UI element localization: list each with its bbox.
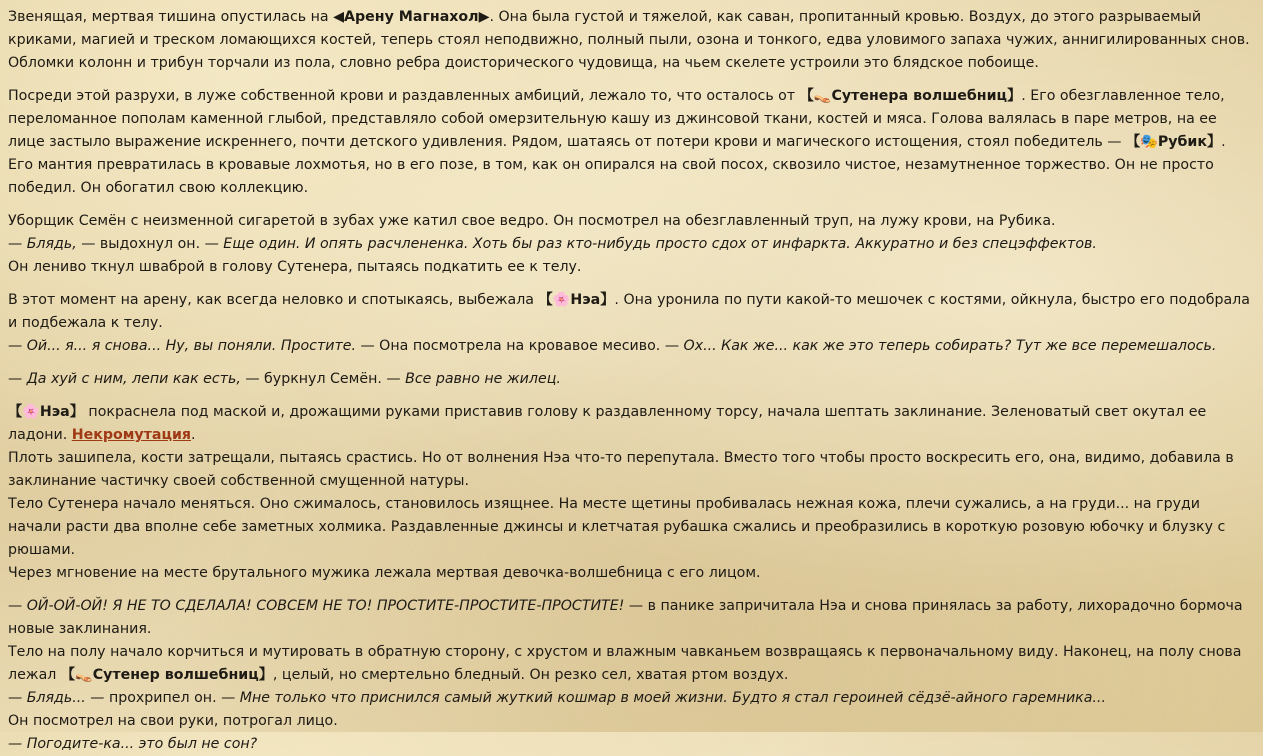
dialogue-line	[8, 733, 1255, 756]
text-span: . Она была густой и тяжелой, как саван, пропитанный кровью. Воздух, до этого разрываемый криками, магией и треском ломающихся костей, теперь стоял неподвижно, полный пыли, озона и тонкого, едва уловимого запаха чужих, аннигилированных снов. Обломки колонн и трибун торчали из пола, словно ребра доисторического чудовища, на чьем скелете устроили это блядское побоище.	[8, 9, 1250, 71]
arena-name: ◀Арену Магнахол▶	[333, 9, 490, 25]
dialogue-line	[8, 335, 1255, 358]
speech: — Еще один. И опять расчлененка. Хоть бы раз кто-нибудь просто сдох от инфаркта. Аккуратно и без спецэффектов.	[204, 236, 1097, 252]
paragraph-3	[8, 210, 1255, 279]
paragraph-5	[8, 368, 1255, 391]
paragraph-6	[8, 401, 1255, 585]
text-span: — в панике запричитала Нэа и снова принялась за работу, лихорадочно бормоча новые заклинания.	[8, 598, 1243, 637]
narration-line	[8, 401, 1255, 447]
narration-line	[8, 641, 1255, 687]
text-span: Тело на полу начало корчиться и мутировать в обратную сторону, с хрустом и влажным чавканьем возвращаясь к первоначальному виду. Наконец, на полу снова лежал	[8, 644, 1242, 683]
text-span: выдохнул он.	[95, 236, 205, 252]
speech: — Блядь, —	[8, 236, 96, 252]
speech: — Все равно не жилец.	[386, 371, 561, 387]
spell-link-necromutation[interactable]: Некромутация	[71, 427, 192, 443]
paragraph-2	[8, 85, 1255, 200]
text-span: Звенящая, мертвая тишина опустилась на	[8, 9, 334, 25]
speech: — Блядь... —	[8, 690, 105, 706]
speech: — Погодите-ка... это был не сон?	[8, 736, 258, 752]
text-span: покраснела под маской и, дрожащими руками приставив голову к раздавленному торсу, начала шептать заклинание. Зеленоватый свет окутал ее ладони.	[8, 404, 1207, 443]
paragraph-1	[8, 6, 1255, 75]
character-tag-nea: 【🌸Нэа】	[538, 292, 615, 308]
narration-line: Уборщик Семён с неизменной сигаретой в зубах уже катил свое ведро. Он посмотрел на обезглавленный труп, на лужу крови, на Рубика.	[8, 213, 1056, 229]
narration-line: Плоть зашипела, кости затрещали, пытаясь срастись. Но от волнения Нэа что-то перепутала. Вместо того чтобы просто воскресить его, она, видимо, добавила в заклинание частичку своей собственной смущенной натуры.	[8, 450, 1234, 489]
speech: — Мне только что приснился самый жуткий кошмар в моей жизни. Будто я стал героиней сёдзё-айного гаремника...	[221, 690, 1106, 706]
dialogue-line	[8, 687, 1255, 710]
text-span: , целый, но смертельно бледный. Он резко сел, хватая ртом воздух.	[272, 667, 789, 683]
speech: — ОЙ-ОЙ-ОЙ! Я НЕ ТО СДЕЛАЛА! СОВСЕМ НЕ ТО! ПРОСТИТЕ-ПРОСТИТЕ-ПРОСТИТЕ!	[8, 598, 625, 614]
text-span: Посреди этой разрухи, в луже собственной крови и раздавленных амбиций, лежало то, что осталось от	[8, 88, 800, 104]
character-tag-nea: 【🌸Нэа】	[8, 404, 84, 420]
narration-line	[8, 289, 1255, 335]
paragraph-4	[8, 289, 1255, 358]
text-span: В этот момент на арену, как всегда неловко и спотыкаясь, выбежала	[8, 292, 539, 308]
speech: — Да хуй с ним, лепи как есть, —	[8, 371, 260, 387]
dialogue-line	[8, 233, 1255, 256]
text-span: .	[191, 427, 196, 443]
narration-line: Тело Сутенера начало меняться. Оно сжималось, становилось изящнее. На месте щетины пробивалась нежная кожа, плечи сужались, а на груди... на груди начали расти два вполне себе заметных холмика. Раздавленные джинсы и клетчатая рубашка сжались и преобразились в короткую розовую юбочку и блузку с рюшами.	[8, 496, 1226, 558]
text-span: . Его мантия превратилась в кровавые лохмотья, но в его позе, в том, как он опирался на свой посох, сквозило чистое, незамутненное торжество. Он не просто победил. Он обогатил свою коллекцию.	[8, 134, 1226, 196]
narration-line: Он лениво ткнул шваброй в голову Сутенера, пытаясь подкатить ее к телу.	[8, 259, 582, 275]
narration-line: Через мгновение на месте брутального мужика лежала мертвая девочка-волшебница с его лицом.	[8, 565, 761, 581]
speech: — Ой... я... я снова... Ну, вы поняли. Простите. —	[8, 338, 375, 354]
dialogue-line	[8, 595, 1255, 641]
character-tag-pimp: 【👡Сутенер волшебниц】	[60, 667, 273, 683]
text-span: буркнул Семён.	[259, 371, 387, 387]
character-tag-pimp: 【👡Сутенера волшебниц】	[799, 88, 1022, 104]
text-span: Она посмотрела на кровавое месиво.	[374, 338, 665, 354]
speech: — Ох... Как же... как же это теперь собирать? Тут же все перемешалось.	[664, 338, 1217, 354]
text-span: . Она уронила по пути какой-то мешочек с костями, ойкнула, быстро его подобрала и подбежала к телу.	[8, 292, 1250, 331]
narration-line: Он посмотрел на свои руки, потрогал лицо.	[8, 713, 338, 729]
text-span: прохрипел он.	[104, 690, 222, 706]
character-tag-rubik: 【🎭Рубик】	[1125, 134, 1222, 150]
text-span: . Его обезглавленное тело, переломанное пополам каменной глыбой, представляло собой омерзительную кашу из джинсовой ткани, костей и мяса. Голова валялась в паре метров, на ее лице застыло выражение искреннего, почти детского удивления. Рядом, шатаясь от потери крови и магического истощения, стоял победитель —	[8, 88, 1225, 150]
